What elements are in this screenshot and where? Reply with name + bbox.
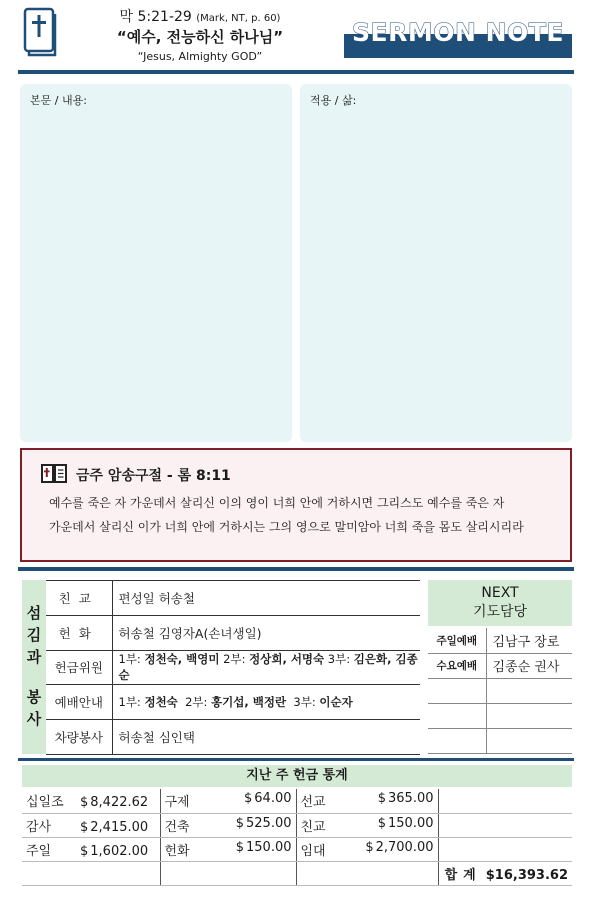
header bbox=[0, 0, 592, 76]
next-prayer-title: NEXT bbox=[481, 585, 519, 601]
brand-title: SERMON NOTE bbox=[352, 18, 564, 47]
stats-divider bbox=[18, 758, 574, 761]
currency-symbol: $ bbox=[235, 839, 244, 855]
total-label: 합계 bbox=[444, 867, 482, 883]
part-value: 홍기섭, 백정란 bbox=[211, 695, 287, 710]
bible-icon bbox=[22, 6, 60, 58]
currency-symbol: $ bbox=[80, 795, 89, 811]
stat-cell bbox=[160, 789, 296, 813]
stat-cell bbox=[296, 813, 438, 837]
stat-label: 건축 bbox=[164, 819, 190, 835]
stat-label: 선교 bbox=[300, 795, 326, 811]
reference-text: 막 5:21-29 bbox=[119, 9, 192, 25]
part-value: 김은화, 김종순 bbox=[118, 652, 418, 683]
content-notes-box[interactable] bbox=[20, 84, 292, 442]
service-value: 편성일 허송철 bbox=[112, 581, 420, 616]
stat-cell bbox=[296, 789, 438, 813]
table-row bbox=[22, 837, 572, 861]
stat-amount: 525.00 bbox=[246, 815, 292, 831]
part-key: 3부: bbox=[286, 695, 320, 710]
stat-amount: 8,422.62 bbox=[90, 795, 149, 811]
table-row bbox=[428, 628, 572, 653]
prayer-leader bbox=[486, 678, 572, 703]
memory-verse-box bbox=[20, 448, 572, 562]
offering-stats-table bbox=[22, 789, 572, 886]
table-row bbox=[428, 728, 572, 753]
prayer-service-label: 수요예배 bbox=[428, 653, 486, 678]
memory-verse-title: 금주 암송구절 - 롬 8:11 bbox=[76, 468, 231, 484]
next-prayer-table bbox=[428, 628, 572, 754]
side-char: 섬 bbox=[26, 604, 42, 622]
stat-cell bbox=[22, 837, 160, 861]
service-label: 헌금위원 bbox=[46, 650, 112, 685]
side-char: 봉 bbox=[26, 688, 42, 706]
side-char: 과 bbox=[26, 648, 42, 666]
table-row bbox=[46, 685, 420, 720]
stat-amount: 2,415.00 bbox=[90, 819, 149, 835]
table-row bbox=[22, 789, 572, 813]
prayer-service-label bbox=[428, 728, 486, 753]
stat-cell bbox=[22, 813, 160, 837]
stat-cell bbox=[160, 813, 296, 837]
stat-cell bbox=[22, 789, 160, 813]
part-key: 1부: bbox=[118, 652, 145, 667]
next-prayer-header bbox=[428, 580, 572, 626]
table-row bbox=[428, 678, 572, 703]
stat-label: 감사 bbox=[26, 819, 52, 835]
stat-cell bbox=[296, 861, 438, 885]
part-value: 정상희, 서명숙 bbox=[249, 652, 325, 667]
part-value: 이순자 bbox=[319, 695, 353, 710]
service-label: 헌화 bbox=[46, 615, 112, 650]
sermon-title: “예수, 전능하신 하나님” bbox=[116, 28, 284, 46]
reference-detail: (Mark, NT, p. 60) bbox=[196, 13, 281, 24]
stat-label: 주일 bbox=[26, 843, 52, 859]
offering-stats-title: 지난 주 헌금 통계 bbox=[22, 765, 572, 787]
prayer-service-label: 주일예배 bbox=[428, 628, 486, 653]
scripture-reference bbox=[60, 6, 340, 26]
stat-amount: 2,700.00 bbox=[375, 839, 434, 855]
prayer-leader bbox=[486, 703, 572, 728]
next-prayer-subtitle: 기도담당 bbox=[472, 604, 528, 620]
stat-label: 헌화 bbox=[164, 843, 190, 859]
part-key: 3부: bbox=[324, 652, 354, 667]
service-value bbox=[112, 685, 420, 720]
side-char: 사 bbox=[26, 710, 42, 728]
table-row bbox=[46, 720, 420, 755]
stat-amount: 64.00 bbox=[254, 791, 292, 807]
service-value: 허송철 김영자A(손녀생일) bbox=[112, 615, 420, 650]
part-value: 정천숙 bbox=[144, 695, 178, 710]
memory-verse-line-2: 가운데서 살리신 이가 너희 안에 거하시는 그의 영으로 말미암아 너희 죽을 몸도 살리시리라 bbox=[49, 520, 524, 534]
table-row bbox=[428, 653, 572, 678]
prayer-leader: 김종순 권사 bbox=[486, 653, 572, 678]
stat-cell bbox=[438, 837, 572, 861]
stat-label: 친교 bbox=[300, 819, 326, 835]
memory-verse-line-1: 예수를 죽은 자 가운데서 살리신 이의 영이 너희 안에 거하시면 그리스도 예수를 죽은 자 bbox=[49, 496, 505, 510]
application-notes-box[interactable] bbox=[300, 84, 572, 442]
stat-cell bbox=[438, 813, 572, 837]
stat-cell bbox=[160, 861, 296, 885]
stat-cell bbox=[296, 837, 438, 861]
service-label: 차량봉사 bbox=[46, 720, 112, 755]
currency-symbol: $ bbox=[244, 791, 253, 807]
stat-cell bbox=[160, 837, 296, 861]
currency-symbol: $ bbox=[235, 815, 244, 831]
table-row bbox=[46, 581, 420, 616]
stat-label: 구제 bbox=[164, 795, 190, 811]
prayer-service-label bbox=[428, 703, 486, 728]
side-char: 김 bbox=[26, 626, 42, 644]
service-table bbox=[46, 580, 420, 755]
table-row bbox=[46, 615, 420, 650]
stat-amount: 1,602.00 bbox=[90, 843, 149, 859]
table-row bbox=[22, 861, 572, 885]
service-label: 친교 bbox=[46, 581, 112, 616]
prayer-leader bbox=[486, 728, 572, 753]
service-value: 허송철 심인택 bbox=[112, 720, 420, 755]
prayer-service-label bbox=[428, 678, 486, 703]
content-notes-label: 본문 / 내용: bbox=[30, 94, 87, 107]
stat-label: 십일조 bbox=[26, 795, 64, 811]
stat-label: 임대 bbox=[300, 843, 326, 859]
section-divider bbox=[18, 567, 574, 571]
table-row bbox=[22, 813, 572, 837]
currency-symbol: $ bbox=[377, 791, 386, 807]
stat-cell bbox=[22, 861, 160, 885]
sermon-subtitle: “Jesus, Almighty GOD” bbox=[137, 50, 263, 63]
open-bible-icon bbox=[40, 462, 68, 484]
currency-symbol: $ bbox=[365, 839, 374, 855]
stat-amount: 365.00 bbox=[388, 791, 434, 807]
prayer-leader: 김남구 장로 bbox=[486, 628, 572, 653]
table-row bbox=[428, 703, 572, 728]
total-amount: $16,393.62 bbox=[485, 867, 568, 883]
part-key: 2부: bbox=[219, 652, 250, 667]
part-key: 2부: bbox=[177, 695, 212, 710]
service-side-title bbox=[22, 580, 46, 754]
service-label: 예배안내 bbox=[46, 685, 112, 720]
stat-amount: 150.00 bbox=[388, 815, 434, 831]
stat-cell bbox=[438, 789, 572, 813]
currency-symbol: $ bbox=[377, 815, 386, 831]
table-row bbox=[46, 650, 420, 685]
currency-symbol: $ bbox=[80, 819, 89, 835]
service-value bbox=[112, 650, 420, 685]
stat-amount: 150.00 bbox=[246, 839, 292, 855]
header-divider bbox=[18, 70, 574, 74]
total-cell bbox=[438, 861, 572, 885]
currency-symbol: $ bbox=[80, 843, 89, 859]
part-value: 정천숙, 백영미 bbox=[144, 652, 220, 667]
part-key: 1부: bbox=[118, 695, 145, 710]
application-notes-label: 적용 / 삶: bbox=[310, 94, 357, 107]
